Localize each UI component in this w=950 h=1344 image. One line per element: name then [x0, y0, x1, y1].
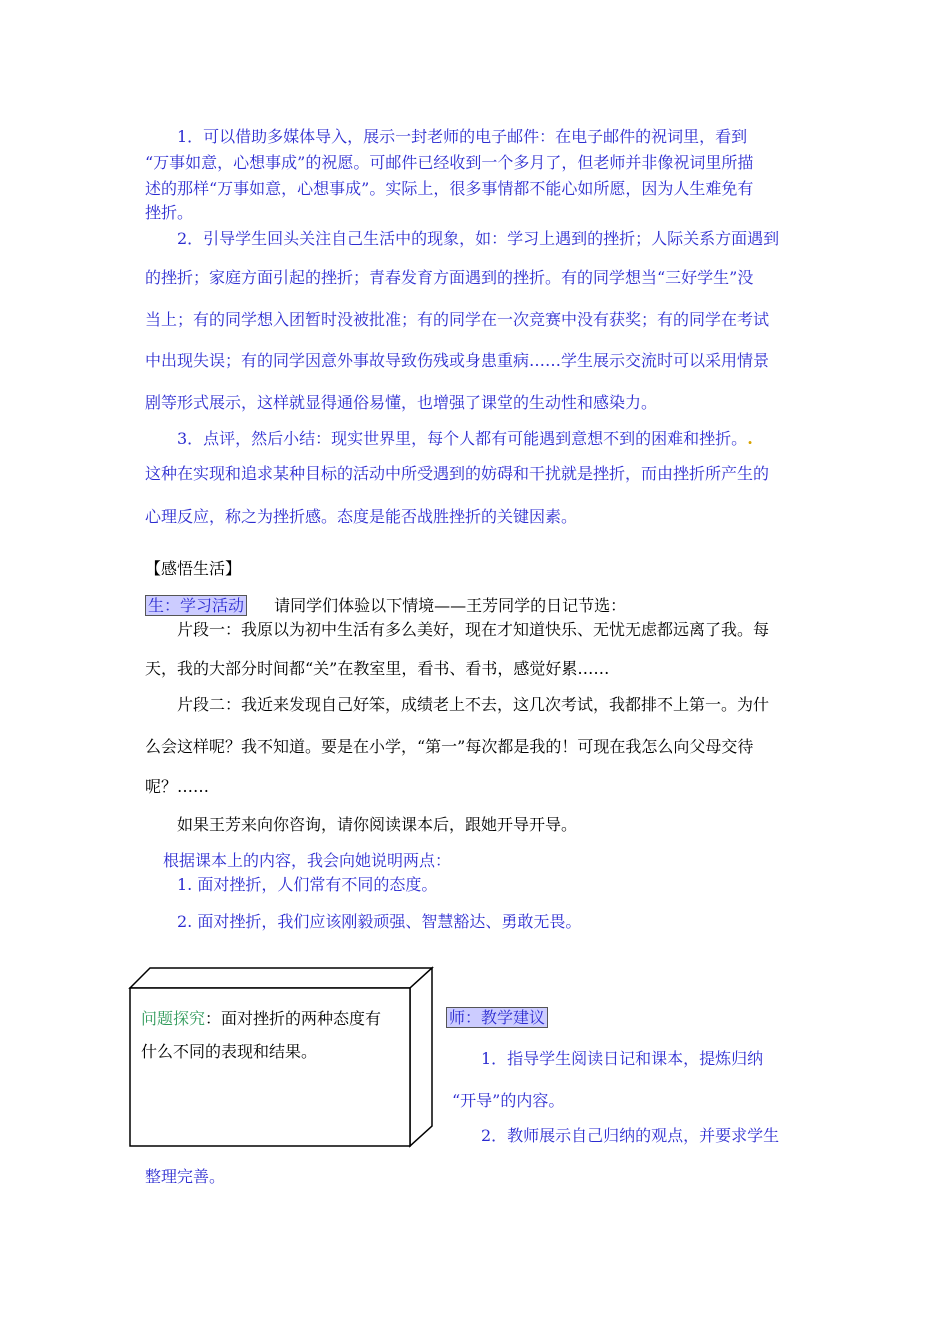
- para2-line3: 当上；有的同学想入团暂时没被批准；有的同学在一次竞赛中没有获奖；有的同学在考试: [145, 310, 770, 329]
- teacher-line1: 1．指导学生阅读日记和课本，提炼归纳: [481, 1049, 764, 1068]
- box-line1: [141, 1009, 381, 1029]
- box-line2: 什么不同的表现和结果。: [141, 1042, 318, 1061]
- answer-intro: 根据课本上的内容，我会向她说明两点：: [163, 851, 452, 870]
- fragment2-line3: 呢？……: [145, 777, 210, 796]
- para1-line1: 1．可以借助多媒体导入，展示一封老师的电子邮件：在电子邮件的祝词里，看到: [177, 127, 748, 146]
- highlight-dot: .: [747, 429, 753, 448]
- answer-item-1: 1. 面对挫折，人们常有不同的态度。: [177, 875, 438, 894]
- para3-line3: 心理反应，称之为挫折感。态度是能否战胜挫折的关键因素。: [145, 507, 578, 526]
- fragment2-line2: 么会这样呢？我不知道。要是在小学，“第一”每次都是我的！可现在我怎么向父母交待: [145, 737, 754, 756]
- teacher-line4: 整理完善。: [145, 1167, 226, 1186]
- section-heading: 【感悟生活】: [145, 559, 242, 578]
- teacher-suggestion-tag: 师：教学建议: [446, 1007, 548, 1028]
- para2-line1: 2．引导学生回头关注自己生活中的现象，如：学习上遇到的挫折；人际关系方面遇到: [177, 229, 780, 248]
- para3-line2: 这种在实现和追求某种目标的活动中所受遇到的妨碍和干扰就是挫折，而由挫折所产生的: [145, 464, 770, 483]
- para2-line4: 中出现失误；有的同学因意外事故导致伤残或身患重病……学生展示交流时可以采用情景: [145, 351, 770, 370]
- fragment1-line1: 片段一：我原以为初中生活有多么美好，现在才知道快乐、无忧无虑都远离了我。每: [177, 620, 770, 639]
- student-activity-tag: 生：学习活动: [145, 595, 247, 616]
- activity-intro: 请同学们体验以下情境——王芳同学的日记节选：: [274, 596, 627, 615]
- para3-line1-text: 3．点评，然后小结：现实世界里，每个人都有可能遇到意想不到的困难和挫折。: [177, 429, 748, 448]
- answer-item-2: 2. 面对挫折，我们应该刚毅顽强、智慧豁达、勇敢无畏。: [177, 912, 582, 931]
- para2-line2: 的挫折；家庭方面引起的挫折；青春发育方面遇到的挫折。有的同学想当“三好学生”没: [145, 268, 754, 287]
- fragment2-line1: 片段二：我近来发现自己好笨，成绩老上不去，这几次考试，我都排不上第一。为什: [177, 695, 770, 714]
- question-line: 如果王芳来向你咨询，请你阅读课本后，跟她开导开导。: [177, 815, 578, 834]
- para1-line3: 述的那样“万事如意，心想事成”。实际上，很多事情都不能心如所愿，因为人生难免有: [145, 179, 754, 198]
- activity-row: [145, 595, 626, 616]
- para3-line1: [177, 429, 753, 449]
- teacher-line3: 2．教师展示自己归纳的观点，并要求学生: [481, 1126, 780, 1145]
- para1-line4: 挫折。: [145, 203, 194, 222]
- box-text1: ：面对挫折的两种态度有: [205, 1009, 382, 1028]
- fragment1-line2: 天，我的大部分时间都“关”在教室里，看书、看书，感觉好累……: [145, 659, 610, 678]
- teacher-tag-row: [446, 1007, 548, 1028]
- para2-line5: 剧等形式展示，这样就显得通俗易懂，也增强了课堂的生动性和感染力。: [145, 393, 658, 412]
- para1-line2: “万事如意，心想事成”的祝愿。可邮件已经收到一个多月了，但老师并非像祝词里所描: [145, 153, 754, 172]
- question-explore-label: 问题探究: [141, 1009, 206, 1028]
- teacher-line2: “开导”的内容。: [452, 1091, 565, 1110]
